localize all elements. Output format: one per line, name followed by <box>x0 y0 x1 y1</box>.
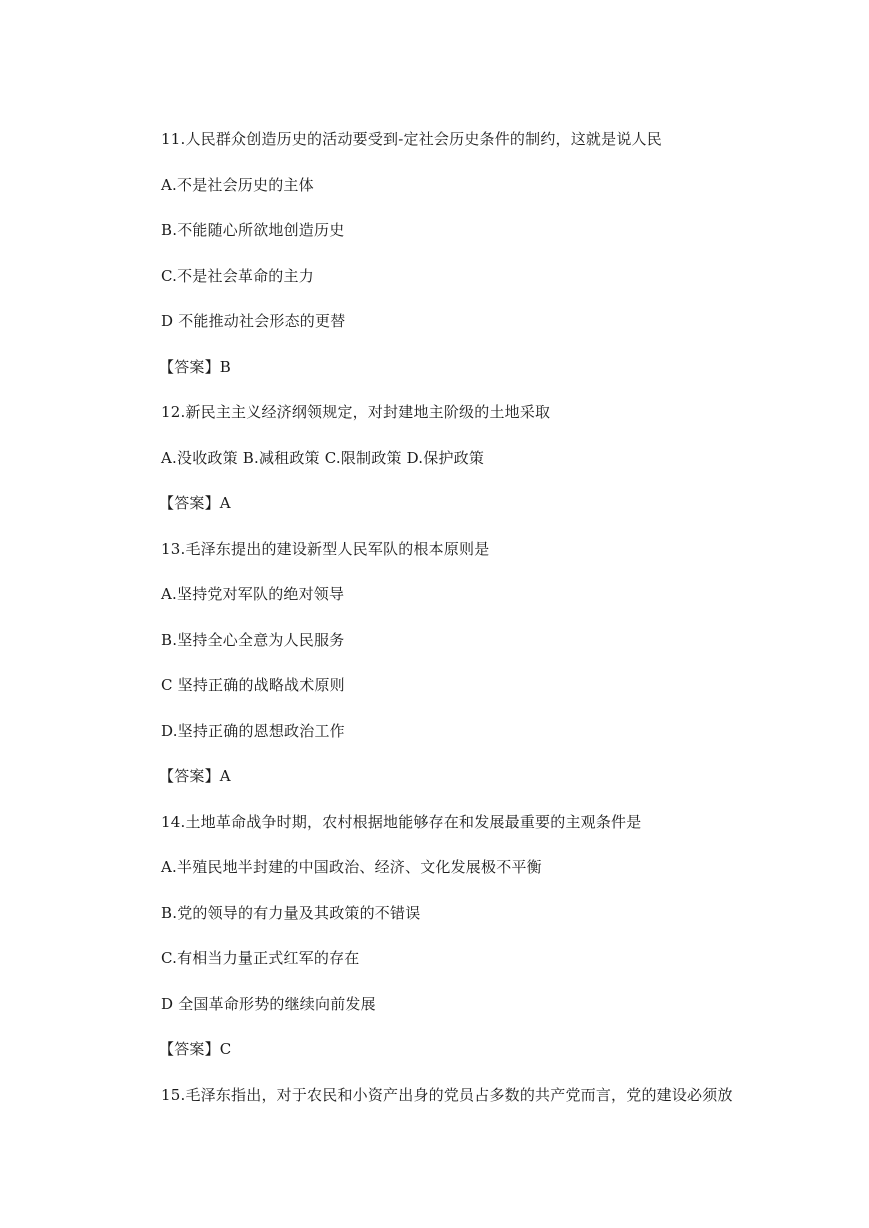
question-14-stem: 14.土地革命战争时期，农村根据地能够存在和发展最重要的主观条件是 <box>161 813 642 831</box>
question-11-answer: 【答案】B <box>159 358 232 376</box>
question-11-stem: 11.人民群众创造历史的活动要受到-定社会历史条件的制约，这就是说人民 <box>161 130 662 148</box>
question-15-stem: 15.毛泽东指出，对于农民和小资产出身的党员占多数的共产党而言，党的建设必须放 <box>161 1086 733 1104</box>
question-11-option-b: B.不能随心所欲地创造历史 <box>161 221 345 239</box>
question-14-option-b: B.党的领导的有力量及其政策的不错误 <box>161 904 421 922</box>
question-14-answer: 【答案】C <box>159 1040 232 1058</box>
question-13-option-a: A.坚持党对军队的绝对领导 <box>161 585 345 603</box>
question-13-answer: 【答案】A <box>159 767 231 785</box>
question-12-answer: 【答案】A <box>159 494 231 512</box>
question-13-option-c: C 坚持正确的战略战术原则 <box>161 676 345 694</box>
question-12-options: A.没收政策 B.减租政策 C.限制政策 D.保护政策 <box>161 449 485 467</box>
question-11-option-d: D 不能推动社会形态的更替 <box>161 312 346 330</box>
question-14-option-c: C.有相当力量正式红军的存在 <box>161 949 360 967</box>
question-13-stem: 13.毛泽东提出的建设新型人民军队的根本原则是 <box>161 540 490 558</box>
question-14-option-d: D 全国革命形势的继续向前发展 <box>161 995 376 1013</box>
question-13-option-b: B.坚持全心全意为人民服务 <box>161 631 345 649</box>
question-11-option-c: C.不是社会革命的主力 <box>161 267 314 285</box>
question-11-option-a: A.不是社会历史的主体 <box>161 176 314 194</box>
question-12-stem: 12.新民主主义经济纲领规定，对封建地主阶级的土地采取 <box>161 403 551 421</box>
question-14-option-a: A.半殖民地半封建的中国政治、经济、文化发展极不平衡 <box>161 858 542 876</box>
question-13-option-d: D.坚持正确的恩想政治工作 <box>161 722 345 740</box>
